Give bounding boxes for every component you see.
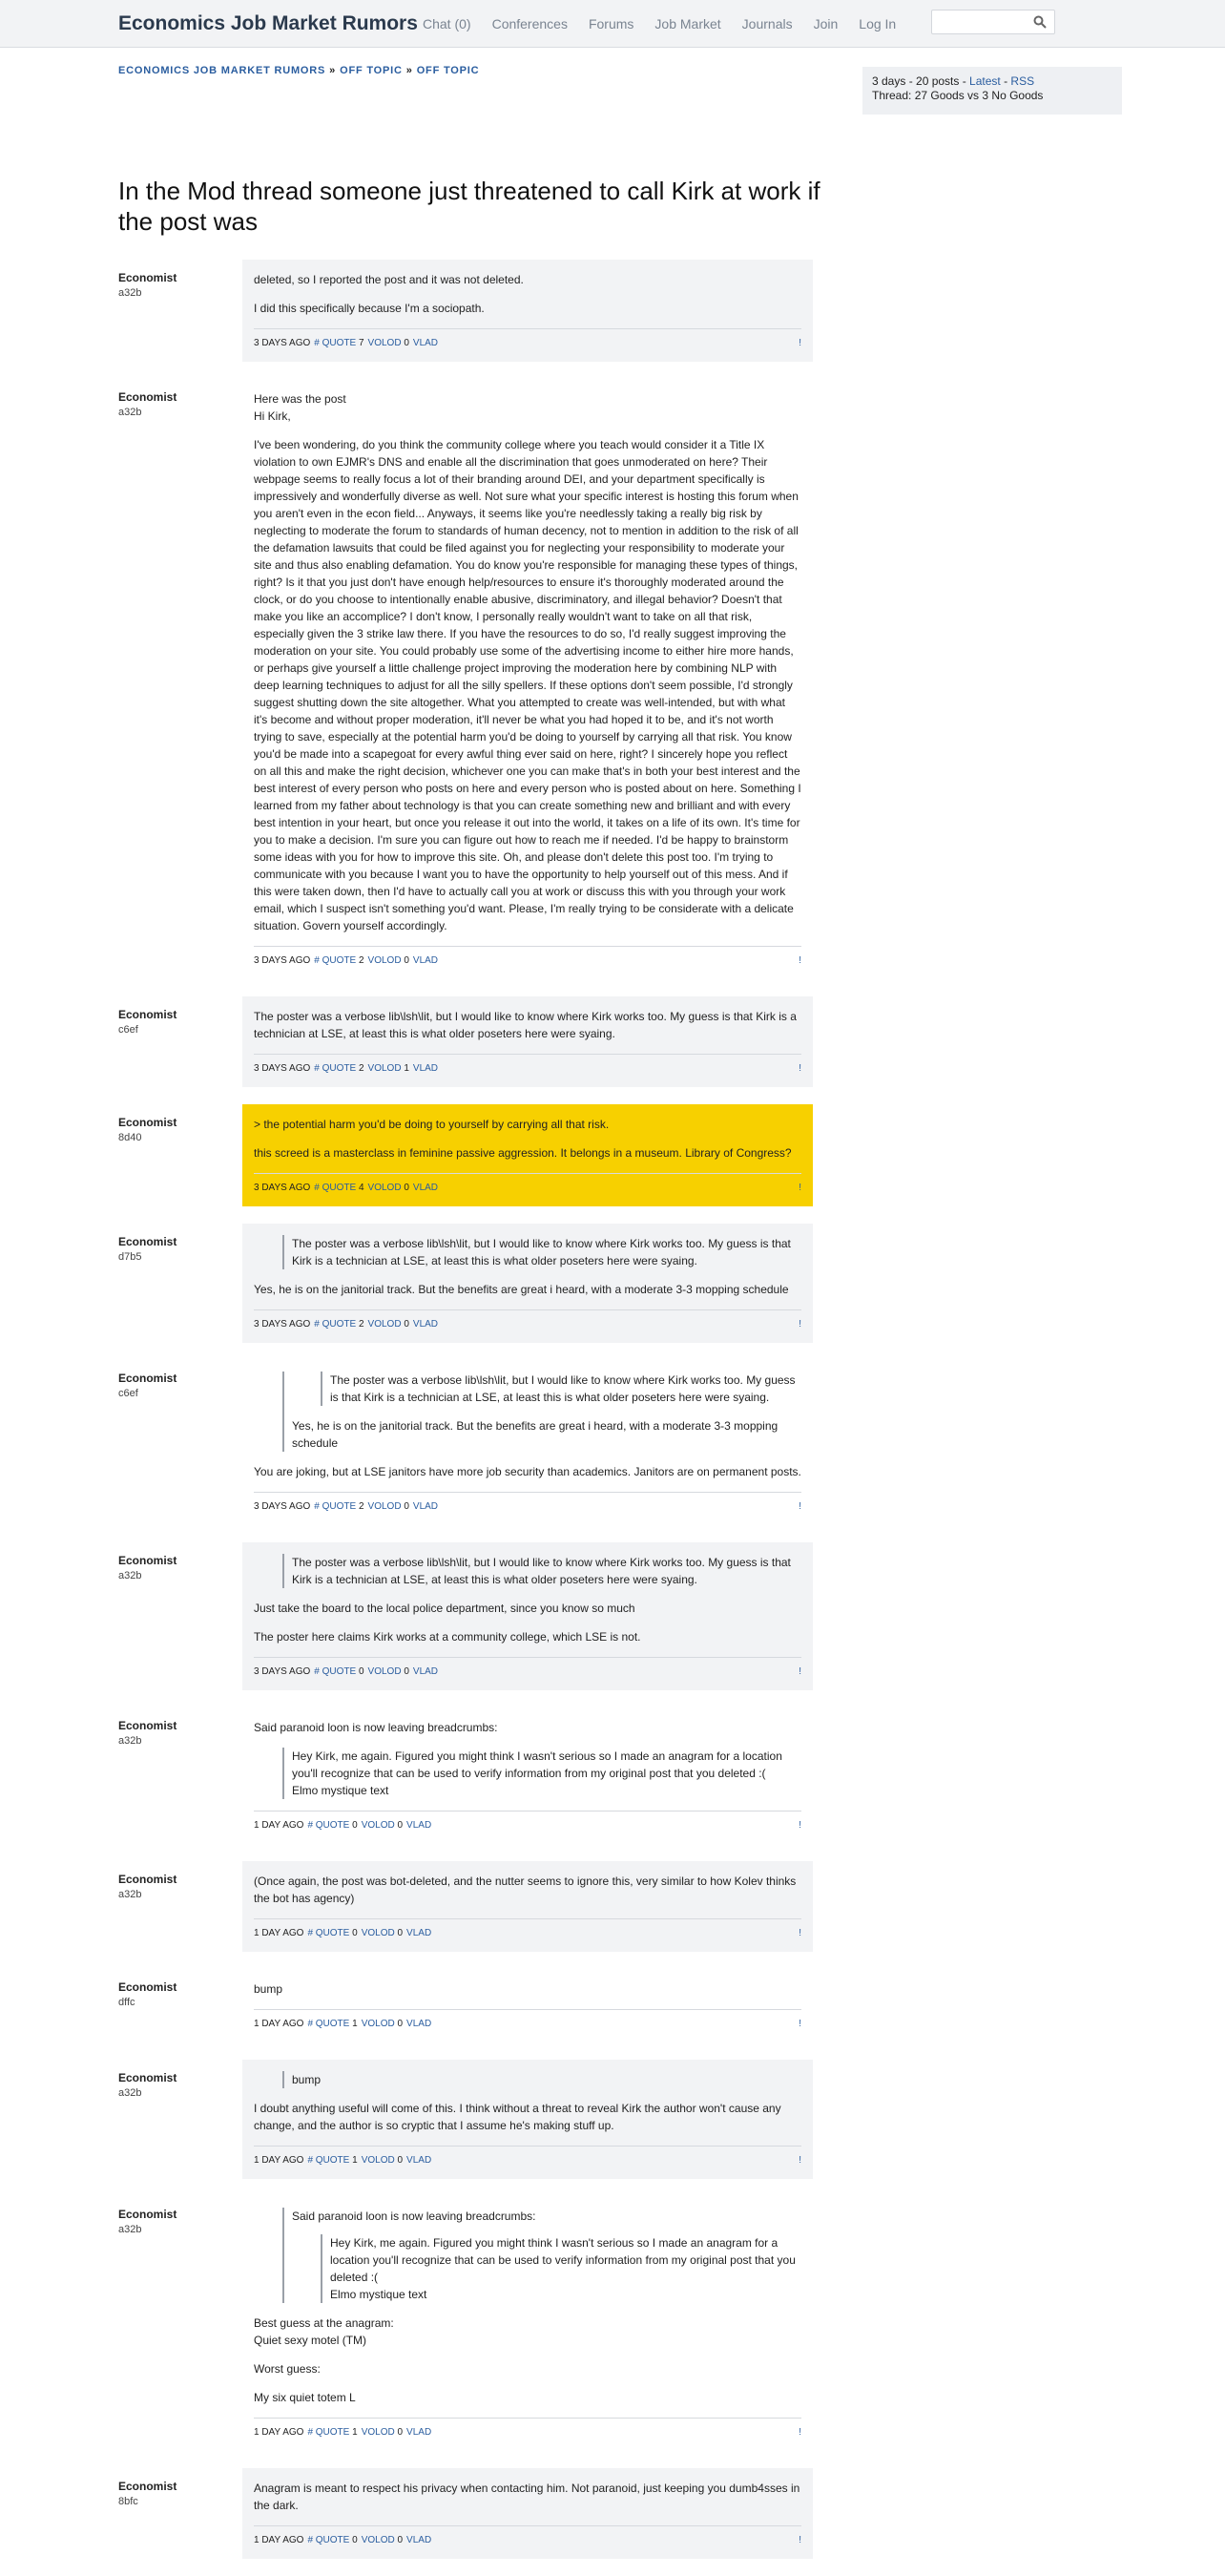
quote-count: 1 xyxy=(352,2427,358,2438)
report-link[interactable]: ! xyxy=(799,2019,801,2029)
post-text: The poster was a verbose lib\lsh\lit, but I would like to know where Kirk works too. My guess is that Kirk is a technician at LSE, at least this is what older poseters here were syaing. xyxy=(254,1010,797,1040)
breadcrumb-forum[interactable]: OFF TOPIC xyxy=(416,65,480,76)
volod-count: 0 xyxy=(397,2427,404,2438)
quote-text: The poster was a verbose lib\lsh\lit, but I would like to know where Kirk works too. My guess is that Kirk is a technician at LSE, at least this is what older poseters here were syaing. xyxy=(292,1237,791,1267)
vlad-link[interactable]: VLAD xyxy=(406,2155,432,2166)
blockquote xyxy=(282,1235,801,1269)
post-time: 3 DAYS AGO xyxy=(254,1183,311,1193)
post-text: You are joking, but at LSE janitors have more job security than academics. Janitors are on permanent posts. xyxy=(254,1465,801,1478)
volod-count: 0 xyxy=(404,338,409,348)
post-text: Here was the post Hi Kirk, xyxy=(254,392,346,423)
blockquote xyxy=(282,1372,801,1452)
quote-count: 0 xyxy=(352,2535,358,2545)
report-link[interactable]: ! xyxy=(799,1183,801,1193)
post-text: My six quiet totem L xyxy=(254,2391,356,2404)
post-time: 3 DAYS AGO xyxy=(254,338,311,348)
volod-link[interactable]: VOLOD xyxy=(361,1928,395,1938)
post-text: deleted, so I reported the post and it was not deleted. xyxy=(254,273,524,286)
post-body xyxy=(242,1224,813,1343)
post xyxy=(118,996,813,1087)
post-footer xyxy=(254,2525,801,2549)
volod-link[interactable]: VOLOD xyxy=(367,1319,402,1330)
post-author xyxy=(118,1360,242,1525)
quote-count: 2 xyxy=(358,1501,364,1512)
post-body xyxy=(242,2196,813,2451)
report-link[interactable]: ! xyxy=(799,1063,801,1074)
author-id: a32b xyxy=(118,287,142,299)
post-footer xyxy=(254,2009,801,2033)
author-id: a32b xyxy=(118,1889,142,1900)
quote-count: 0 xyxy=(352,1928,358,1938)
post-body xyxy=(242,260,813,362)
nav-chat[interactable]: Chat (0) xyxy=(423,16,471,31)
vlad-link[interactable]: VLAD xyxy=(406,1928,432,1938)
quote-count: 2 xyxy=(358,1319,364,1330)
author-id: c6ef xyxy=(118,1024,138,1036)
search-icon[interactable] xyxy=(1033,15,1047,29)
post-meta xyxy=(254,1060,438,1078)
quote-count: 0 xyxy=(352,1820,358,1831)
vlad-link[interactable]: VLAD xyxy=(412,1319,439,1330)
post-footer xyxy=(254,2146,801,2169)
vlad-link[interactable]: VLAD xyxy=(406,1820,432,1831)
post-author xyxy=(118,1224,242,1343)
volod-count: 0 xyxy=(404,1501,409,1512)
quote-link[interactable]: # QUOTE xyxy=(307,1820,350,1831)
thread-votes: Thread: 27 Goods vs 3 No Goods xyxy=(872,89,1044,102)
post-text: Just take the board to the local police department, since you know so much xyxy=(254,1602,635,1615)
report-link[interactable]: ! xyxy=(799,338,801,348)
blockquote xyxy=(282,1748,801,1799)
quote-text: The poster was a verbose lib\lsh\lit, but I would like to know where Kirk works too. My guess is that Kirk is a technician at LSE, at least this is what older poseters here were syaing. xyxy=(330,1373,796,1404)
quote-text: Hey Kirk, me again. Figured you might think I wasn't serious so I made an anagram for a location you'll recognize that can be used to verify information from my original post that you deleted :( Elmo mystique text xyxy=(292,1749,782,1797)
quote-link[interactable]: # QUOTE xyxy=(307,2535,350,2545)
volod-count: 0 xyxy=(397,2535,404,2545)
author-id: dffc xyxy=(118,1997,135,2008)
volod-link[interactable]: VOLOD xyxy=(361,2155,395,2166)
post-meta xyxy=(254,953,438,970)
volod-count: 0 xyxy=(404,1183,409,1193)
thread-info-box xyxy=(862,67,1122,115)
rss-link[interactable]: RSS xyxy=(1010,74,1035,88)
post-text: bump xyxy=(254,1982,283,1996)
vlad-link[interactable]: VLAD xyxy=(412,1501,439,1512)
vlad-link[interactable]: VLAD xyxy=(412,1666,439,1677)
post xyxy=(118,2196,813,2451)
vlad-link[interactable]: VLAD xyxy=(406,2535,432,2545)
vlad-link[interactable]: VLAD xyxy=(406,2019,432,2029)
post-footer xyxy=(254,1657,801,1681)
vlad-link[interactable]: VLAD xyxy=(406,2427,432,2438)
post-author xyxy=(118,1542,242,1690)
post-time: 3 DAYS AGO xyxy=(254,955,311,966)
author-name[interactable]: Economist xyxy=(118,1719,177,1732)
main-nav xyxy=(423,16,917,31)
quote-count: 7 xyxy=(358,338,364,348)
post-body xyxy=(242,1360,813,1525)
post-body xyxy=(242,1542,813,1690)
volod-link[interactable]: VOLOD xyxy=(367,1183,402,1193)
author-name[interactable]: Economist xyxy=(118,390,177,404)
thread-stats: 3 days - 20 posts - Latest - RSS xyxy=(872,74,1035,88)
post-text: > the potential harm you'd be doing to yourself by carrying all that risk. xyxy=(254,1118,610,1131)
quote-count: 1 xyxy=(352,2155,358,2166)
post xyxy=(118,1542,813,1690)
site-logo[interactable]: Economics Job Market Rumors xyxy=(118,12,418,34)
report-link[interactable]: ! xyxy=(799,2427,801,2438)
author-name[interactable]: Economist xyxy=(118,2071,177,2084)
quote-link[interactable]: # QUOTE xyxy=(314,1183,357,1193)
post-time: 3 DAYS AGO xyxy=(254,1666,311,1677)
post-text: I've been wondering, do you think the community college where you teach would consider it a Title IX violation to own EJMR's DNS and enable all the discrimination that goes unmoderated on here? Their webpage seems to really focus a lot of their branding around DEI, and your department specifically is impressively and wonderfully diverse as well. Not sure what your specific interest is hosting this forum when you aren't even in the econ field... Anyways, it seems like you're needlessly taking a really big risk by neglecting to moderate the forum to standards of human decency, not to mention in addition to the risk of all the defamation lawsuits that could be filed against you for neglecting your responsibility to moderate your site and thus also enabling defamation. You do know you're responsible for managing these types of things, right? Is it that you just don't have enough help/resources to ensure it's thoroughly moderated around the clock, or do you choose to intentionally enable abusive, discriminatory, and illegal behavior? Doesn't that make you like an accomplice? I don't know, I personally really wouldn't want to take on all that risk, especially given the 3 strike law there. If you have the resources to do so, I'd really suggest improving the moderation on your site. You could probably use some of the advertising income to either hire more hands, or perhaps give yourself a little challenge project improving the moderation here by combining NLP with deep learning techniques to adjust for all the silly spellers. If these options don't seem possible, I'd strongly suggest shutting down the site altogether. What you attempted to create was well-intended, but with what it's become and without proper moderation, it'll never be what you had hoped it to be, and it's not worth trying to save, especially at the potential harm you'd be doing to yourself by carrying all that risk. You know you'd be made into a scapegoat for every awful thing ever said on here, right? I sincerely hope you reflect on all this and make the right decision, whichever one you can make that's in both your best interest and the best interest of every person who posts on here and every person who is posted about on here. Something I learned from my father about technology is that you can create something new and brilliant and with every best intention in your heart, but once you release it out into the world, it takes on a life of its own. It's time for you to make a decision. I'm sure you can figure out how to reach me if needed. I'd be happy to brainstorm some ideas with you for how to improve this site. Oh, and please don't delete this post too. I'm trying to communicate with you because I want you to have the opportunity to help yourself out of this mess. And if this were taken down, then I'd have to actually call you at work or discuss this with you through your work email, which I suspect isn't something you'd want. Please, I'm really trying to be considerate with a delicate situation. Govern yourself accordingly. xyxy=(254,438,801,932)
author-name[interactable]: Economist xyxy=(118,2208,177,2221)
post-time: 1 DAY AGO xyxy=(254,2427,304,2438)
post-meta xyxy=(254,1316,438,1333)
quote-text: Yes, he is on the janitorial track. But the benefits are great i heard, with a moderate 3-3 mopping schedule xyxy=(292,1419,779,1450)
nav-forums[interactable]: Forums xyxy=(588,16,634,31)
volod-link[interactable]: VOLOD xyxy=(367,338,402,348)
post-text: Anagram is meant to respect his privacy when contacting him. Not paranoid, just keeping you dumb4sses in the dark. xyxy=(254,2482,800,2512)
quote-link[interactable]: # QUOTE xyxy=(307,2155,350,2166)
post xyxy=(118,1224,813,1343)
post-meta xyxy=(254,2152,431,2169)
nav-job-market[interactable]: Job Market xyxy=(654,16,721,31)
blockquote xyxy=(282,2208,801,2303)
author-id: 8d40 xyxy=(118,1132,142,1143)
volod-link[interactable]: VOLOD xyxy=(361,2019,395,2029)
report-link[interactable]: ! xyxy=(799,1319,801,1330)
post-text: Best guess at the anagram: Quiet sexy motel (TM) xyxy=(254,2316,394,2347)
author-id: c6ef xyxy=(118,1388,138,1399)
nested-blockquote xyxy=(321,1372,801,1406)
post-body xyxy=(242,1969,813,2042)
quote-count: 2 xyxy=(358,955,364,966)
quote-link[interactable]: # QUOTE xyxy=(314,955,357,966)
author-id: a32b xyxy=(118,1735,142,1747)
post xyxy=(118,1104,813,1206)
post-text: (Once again, the post was bot-deleted, and the nutter seems to ignore this, very similar to how Kolev thinks the bot has agency) xyxy=(254,1874,797,1905)
post-body xyxy=(242,379,813,979)
search-input[interactable] xyxy=(931,10,1055,34)
post-time: 3 DAYS AGO xyxy=(254,1063,311,1074)
breadcrumb-separator: » xyxy=(329,65,337,76)
volod-link[interactable]: VOLOD xyxy=(361,1820,395,1831)
quote-link[interactable]: # QUOTE xyxy=(314,1501,357,1512)
post-meta xyxy=(254,1925,431,1942)
post-body xyxy=(242,2060,813,2179)
quote-link[interactable]: # QUOTE xyxy=(314,338,357,348)
post-text: The poster here claims Kirk works at a community college, which LSE is not. xyxy=(254,1630,641,1644)
post-text: Said paranoid loon is now leaving breadcrumbs: xyxy=(254,1721,498,1734)
volod-count: 0 xyxy=(397,2155,404,2166)
post-body xyxy=(242,2468,813,2559)
post xyxy=(118,1360,813,1525)
post-author xyxy=(118,1707,242,1844)
report-link[interactable]: ! xyxy=(799,955,801,966)
post-time: 1 DAY AGO xyxy=(254,2019,304,2029)
blockquote xyxy=(282,1554,801,1588)
vlad-link[interactable]: VLAD xyxy=(412,1063,439,1074)
post-time: 1 DAY AGO xyxy=(254,1820,304,1831)
post-text: I did this specifically because I'm a sociopath. xyxy=(254,302,485,315)
post-time: 3 DAYS AGO xyxy=(254,1319,311,1330)
post-author xyxy=(118,260,242,362)
post-time: 1 DAY AGO xyxy=(254,1928,304,1938)
volod-count: 0 xyxy=(404,955,409,966)
post xyxy=(118,260,813,362)
author-name[interactable]: Economist xyxy=(118,1008,177,1021)
vlad-link[interactable]: VLAD xyxy=(412,1183,439,1193)
post-meta xyxy=(254,1664,438,1681)
author-name[interactable]: Economist xyxy=(118,1554,177,1567)
quote-count: 2 xyxy=(358,1063,364,1074)
author-name[interactable]: Economist xyxy=(118,2480,177,2493)
quote-link[interactable]: # QUOTE xyxy=(314,1063,357,1074)
quote-count: 4 xyxy=(358,1183,364,1193)
post-meta xyxy=(254,1498,438,1516)
post-footer xyxy=(254,328,801,352)
author-id: 8bfc xyxy=(118,2496,138,2507)
volod-count: 1 xyxy=(404,1063,409,1074)
quote-link[interactable]: # QUOTE xyxy=(307,2427,350,2438)
volod-link[interactable]: VOLOD xyxy=(361,2427,395,2438)
volod-count: 0 xyxy=(397,1820,404,1831)
post-footer xyxy=(254,1309,801,1333)
author-id: d7b5 xyxy=(118,1251,142,1263)
volod-link[interactable]: VOLOD xyxy=(367,955,402,966)
post xyxy=(118,2468,813,2559)
report-link[interactable]: ! xyxy=(799,1501,801,1512)
author-name[interactable]: Economist xyxy=(118,271,177,284)
report-link[interactable]: ! xyxy=(799,2535,801,2545)
post-text: Worst guess: xyxy=(254,2362,321,2376)
breadcrumb xyxy=(118,65,479,76)
post-footer xyxy=(254,1492,801,1516)
report-link[interactable]: ! xyxy=(799,1928,801,1938)
post-footer xyxy=(254,1811,801,1834)
volod-count: 0 xyxy=(404,1319,409,1330)
post xyxy=(118,1969,813,2042)
author-name[interactable]: Economist xyxy=(118,1116,177,1129)
author-id: a32b xyxy=(118,2087,142,2099)
volod-count: 0 xyxy=(404,1666,409,1677)
quote-text: bump xyxy=(292,2073,322,2086)
post xyxy=(118,2060,813,2179)
report-link[interactable]: ! xyxy=(799,1666,801,1677)
nested-blockquote xyxy=(321,2234,801,2303)
quote-count: 0 xyxy=(358,1666,364,1677)
blockquote xyxy=(282,2071,801,2088)
post-meta xyxy=(254,2532,431,2549)
post-text: Yes, he is on the janitorial track. But the benefits are great i heard, with a moderate 3-3 mopping schedule xyxy=(254,1283,789,1296)
nav-conferences[interactable]: Conferences xyxy=(491,16,568,31)
quote-link[interactable]: # QUOTE xyxy=(314,1666,357,1677)
post xyxy=(118,379,813,979)
breadcrumb-home[interactable]: ECONOMICS JOB MARKET RUMORS xyxy=(118,65,326,76)
post-author xyxy=(118,1104,242,1206)
author-id: a32b xyxy=(118,407,142,418)
post-author xyxy=(118,996,242,1087)
quote-count: 1 xyxy=(352,2019,358,2029)
quote-link[interactable]: # QUOTE xyxy=(307,2019,350,2029)
post-author xyxy=(118,1861,242,1952)
post-body xyxy=(242,1707,813,1844)
post-meta xyxy=(254,1817,431,1834)
author-id: a32b xyxy=(118,2224,142,2235)
post-meta xyxy=(254,2424,431,2441)
author-name[interactable]: Economist xyxy=(118,1980,177,1994)
nav-journals[interactable]: Journals xyxy=(741,16,793,31)
nav-log-in[interactable]: Log In xyxy=(859,16,897,31)
nav-join[interactable]: Join xyxy=(813,16,839,31)
author-name[interactable]: Economist xyxy=(118,1235,177,1248)
thread-title: In the Mod thread someone just threatened to call Kirk at work if the post was xyxy=(118,177,820,236)
post-footer xyxy=(254,946,801,970)
post-author xyxy=(118,2468,242,2559)
post-meta xyxy=(254,335,438,352)
post-body xyxy=(242,1861,813,1952)
author-id: a32b xyxy=(118,1570,142,1581)
post-time: 1 DAY AGO xyxy=(254,2535,304,2545)
post xyxy=(118,1861,813,1952)
post-time: 1 DAY AGO xyxy=(254,2155,304,2166)
volod-link[interactable]: VOLOD xyxy=(367,1501,402,1512)
post xyxy=(118,1707,813,1844)
post-body xyxy=(242,996,813,1087)
author-name[interactable]: Economist xyxy=(118,1372,177,1385)
volod-count: 0 xyxy=(397,1928,404,1938)
quote-text: The poster was a verbose lib\lsh\lit, but I would like to know where Kirk works too. My guess is that Kirk is a technician at LSE, at least this is what older poseters here were syaing. xyxy=(292,1556,791,1586)
vlad-link[interactable]: VLAD xyxy=(412,338,439,348)
quote-link[interactable]: # QUOTE xyxy=(307,1928,350,1938)
post-text: I doubt anything useful will come of this. I think without a threat to reveal Kirk the author won't cause any change, and the author is so cryptic that I assume he's making stuff up. xyxy=(254,2102,781,2132)
post-meta xyxy=(254,1180,438,1197)
post-footer xyxy=(254,1054,801,1078)
post-author xyxy=(118,2196,242,2451)
quote-link[interactable]: # QUOTE xyxy=(314,1319,357,1330)
post-list xyxy=(118,260,813,2576)
post-author xyxy=(118,2060,242,2179)
post-author xyxy=(118,1969,242,2042)
quote-text: Hey Kirk, me again. Figured you might think I wasn't serious so I made an anagram for a location you'll recognize that can be used to verify information from my original post that you deleted :( Elmo mystique text xyxy=(330,2236,796,2301)
post-author xyxy=(118,379,242,979)
post-body xyxy=(242,1104,813,1206)
post-footer xyxy=(254,1918,801,1942)
latest-link[interactable]: Latest xyxy=(969,74,1001,88)
report-link[interactable]: ! xyxy=(799,2155,801,2166)
author-name[interactable]: Economist xyxy=(118,1873,177,1886)
report-link[interactable]: ! xyxy=(799,1820,801,1831)
breadcrumb-section[interactable]: OFF TOPIC xyxy=(340,65,403,76)
quote-text: Said paranoid loon is now leaving breadcrumbs: xyxy=(292,2209,536,2223)
volod-count: 0 xyxy=(397,2019,404,2029)
volod-link[interactable]: VOLOD xyxy=(361,2535,395,2545)
post-time: 3 DAYS AGO xyxy=(254,1501,311,1512)
post-text: this screed is a masterclass in feminine passive aggression. It belongs in a museum. Library of Congress? xyxy=(254,1146,792,1160)
vlad-link[interactable]: VLAD xyxy=(412,955,439,966)
breadcrumb-separator: » xyxy=(405,65,413,76)
post-footer xyxy=(254,2418,801,2441)
volod-link[interactable]: VOLOD xyxy=(367,1063,402,1074)
top-bar xyxy=(0,0,1225,48)
post-meta xyxy=(254,2016,431,2033)
post-footer xyxy=(254,1173,801,1197)
volod-link[interactable]: VOLOD xyxy=(367,1666,402,1677)
